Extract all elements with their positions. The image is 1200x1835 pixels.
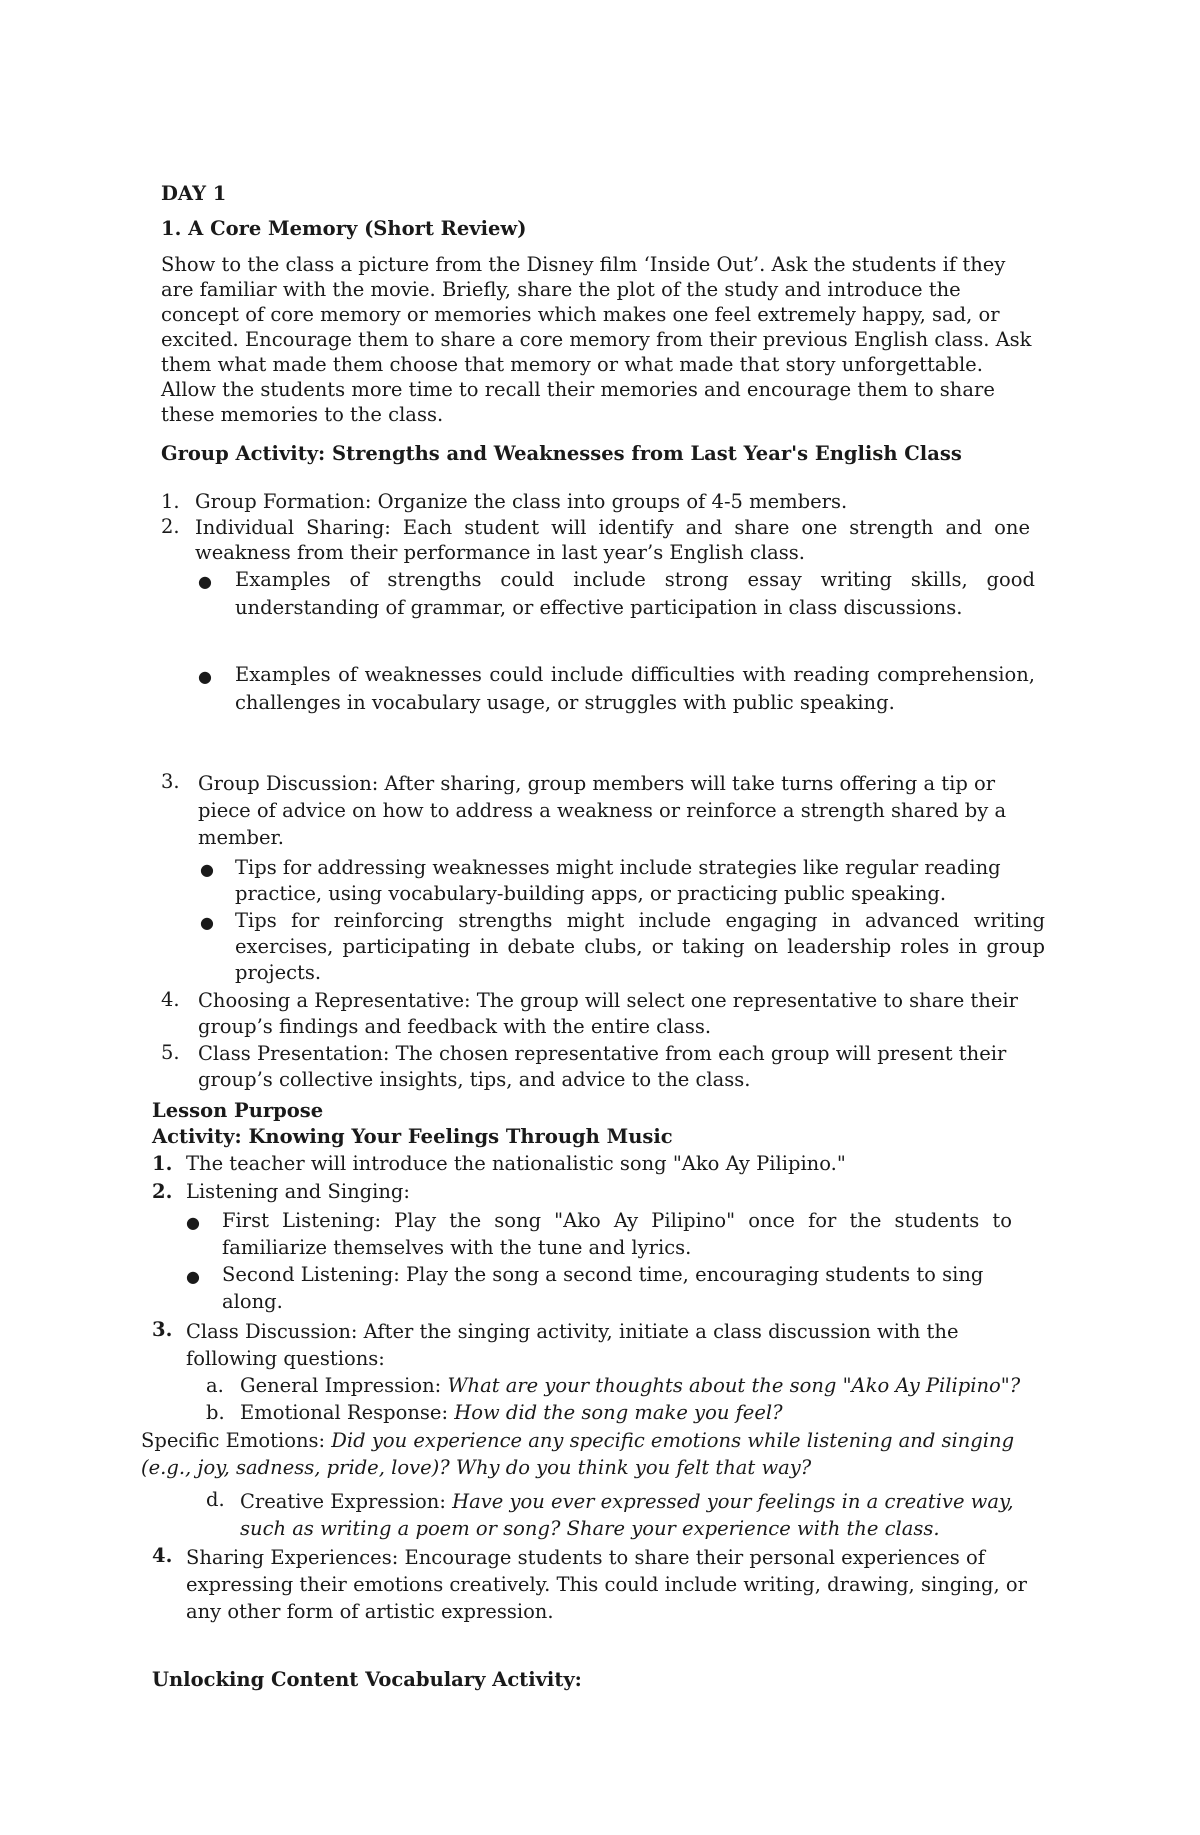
question-label: Creative Expression:: [240, 1490, 453, 1513]
question-letter: a.: [206, 1374, 224, 1397]
bullet-text: Tips for reinforcing strengths might include engaging in advanced writing exercises, participating in debate clubs, or taking on leadership roles in group projects.: [235, 909, 1045, 984]
item-number: 3.: [152, 1318, 173, 1341]
item-text: Group Formation: Organize the class into groups of 4-5 members.: [195, 490, 848, 513]
question-text: [240, 1401, 1070, 1424]
question: Did you experience any specific emotions while listening and singing (e.g., joy, sadness, pride, love)? Why do you think you felt that way?: [141, 1429, 1015, 1479]
day-label: DAY 1: [161, 182, 227, 205]
item-number: 4.: [152, 1544, 173, 1567]
bullet-icon: ●: [186, 1213, 200, 1232]
question-label: General Impression:: [240, 1374, 448, 1397]
item-number: 1.: [161, 490, 180, 513]
question: Have you ever expressed your feelings in a creative way, such as writing a poem or song? Share your experience with the class.: [240, 1490, 1014, 1540]
question-letter: d.: [206, 1488, 225, 1511]
vocabulary-heading: Unlocking Content Vocabulary Activity:: [152, 1668, 582, 1691]
question: How did the song make you feel?: [454, 1401, 783, 1424]
item-text: Sharing Experiences: Encourage students to share their personal experiences of expressing their emotions creatively. This could include writing, drawing, singing, or any other form of artistic expression.: [186, 1546, 1027, 1623]
section-heading: 1. A Core Memory (Short Review): [161, 217, 527, 240]
item-text: Class Discussion: After the singing activity, initiate a class discussion with the following questions:: [186, 1320, 959, 1370]
item-number: 1.: [152, 1152, 173, 1175]
question-text: [240, 1488, 1050, 1542]
question-text: [141, 1427, 1061, 1481]
bullet-text: First Listening: Play the song "Ako Ay Pilipino" once for the students to familiarize themselves with the tune and lyrics.: [222, 1209, 1012, 1259]
item-text: The teacher will introduce the nationalistic song "Ako Ay Pilipino.": [186, 1152, 846, 1175]
bullet-icon: ●: [186, 1267, 200, 1286]
bullet-text: Second Listening: Play the song a second time, encouraging students to sing along.: [222, 1263, 984, 1313]
bullet-icon: ●: [198, 572, 212, 591]
item-text: Class Presentation: The chosen representative from each group will present their group’s collective insights, tips, and advice to the class.: [198, 1042, 1007, 1091]
bullet-icon: ●: [200, 913, 214, 932]
group-activity-heading: Group Activity: Strengths and Weaknesses from Last Year's English Class: [161, 442, 962, 465]
intro-paragraph: Show to the class a picture from the Disney film ‘Inside Out’. Ask the students if they are familiar with the movie. Briefly, share the plot of the study and introduce the concept of core memory or memories which makes one feel extremely happy, sad, or excited. Encourage them to share a core memory from their previous English class. Ask them what made them choose that memory or what made that story unforgettable. Allow the students more time to recall their memories and encourage them to share these memories to the class.: [161, 253, 1032, 426]
item-text: Individual Sharing: Each student will identify and share one strength and one weakness from their performance in last year’s English class.: [195, 516, 1030, 564]
bullet-icon: ●: [198, 667, 212, 686]
question-letter: b.: [206, 1401, 225, 1424]
item-number: 2.: [152, 1180, 173, 1203]
bullet-text: Tips for addressing weaknesses might include strategies like regular reading practice, using vocabulary-building apps, or practicing public speaking.: [235, 856, 1001, 905]
item-text: Group Discussion: After sharing, group members will take turns offering a tip or piece of advice on how to address a weakness or reinforce a strength shared by a member.: [198, 772, 1007, 849]
question-text: [240, 1374, 1070, 1397]
item-number: 4.: [161, 988, 180, 1011]
item-text: Listening and Singing:: [186, 1180, 410, 1203]
bullet-text: Examples of strengths could include strong essay writing skills, good understanding of grammar, or effective participation in class discussions.: [235, 568, 1035, 619]
item-number: 3.: [161, 770, 180, 793]
lesson-activity-heading: Activity: Knowing Your Feelings Through Music: [152, 1125, 673, 1148]
item-text: Choosing a Representative: The group will select one representative to share their group’s findings and feedback with the entire class.: [198, 989, 1018, 1038]
item-number: 5.: [161, 1041, 180, 1064]
item-number: 2.: [161, 515, 180, 538]
bullet-text: Examples of weaknesses could include difficulties with reading comprehension, challenges in vocabulary usage, or struggles with public speaking.: [235, 663, 1035, 714]
question: What are your thoughts about the song "Ako Ay Pilipino"?: [447, 1374, 1021, 1397]
question-label: Specific Emotions:: [141, 1429, 332, 1452]
bullet-icon: ●: [200, 860, 214, 879]
question-label: Emotional Response:: [240, 1401, 455, 1424]
lesson-purpose-heading: Lesson Purpose: [152, 1099, 324, 1122]
